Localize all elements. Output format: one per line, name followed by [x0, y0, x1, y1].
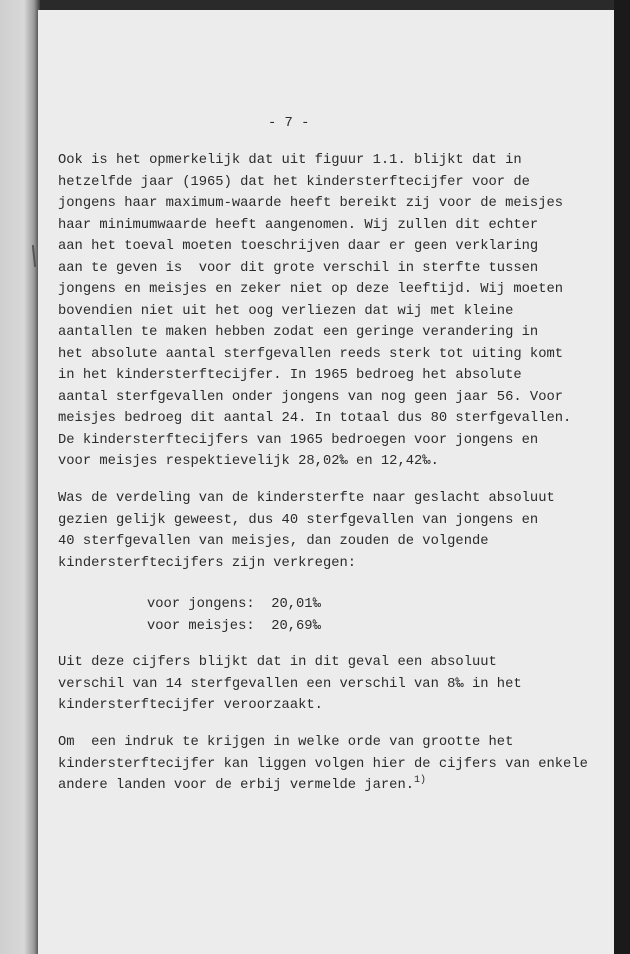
text-line: gezien gelijk geweest, dus 40 sterfgevallen van jongens en: [58, 512, 539, 528]
text-line: kindersterftecijfer kan liggen volgen hier de cijfers van enkele: [58, 756, 588, 772]
text-line: Ook is het opmerkelijk dat uit figuur 1.1. blijkt dat in: [58, 153, 522, 168]
page-number: - 7 -: [268, 116, 310, 131]
text-line: verschil van 14 sterfgevallen een verschil van 8‰ in het: [58, 676, 522, 692]
text-line: Om een indruk te krijgen in welke orde van grootte het: [58, 735, 514, 750]
scan-left-edge: [0, 0, 40, 954]
text-line: het absolute aantal sterfgevallen reeds sterk tot uiting komt: [58, 346, 564, 362]
text-line: jongens en meisjes en zeker niet op deze leeftijd. Wij moeten: [58, 282, 564, 297]
footnote-reference: 1): [414, 775, 427, 786]
scan-right-edge: [614, 0, 630, 954]
text-line: voor meisjes respektievelijk 28,02‰ en 12,42‰.: [58, 454, 439, 469]
text-line: aantallen te maken hebben zodat een geringe verandering in: [58, 325, 539, 340]
text-line: Was de verdeling van de kindersterfte naar geslacht absoluut: [58, 491, 555, 506]
text-line: aan te geven is voor dit grote verschil in sterfte tussen: [58, 260, 539, 276]
document-page: [38, 10, 614, 954]
text-line: bovendien niet uit het oog verliezen dat wij met kleine: [58, 303, 514, 319]
value-line: voor jongens: 20,01‰: [147, 597, 321, 612]
text-line: hetzelfde jaar (1965) dat het kindersterftecijfer voor de: [58, 174, 530, 190]
value-line: voor meisjes: 20,69‰: [147, 618, 321, 634]
text-line: De kindersterftecijfers van 1965 bedroegen voor jongens en: [58, 432, 539, 448]
text-line: aantal sterfgevallen onder jongens van nog geen jaar 56. Voor: [58, 389, 564, 405]
text-line: jongens haar maximum-waarde heeft bereikt zij voor de meisjes: [58, 196, 564, 211]
text-line: aan het toeval moeten toeschrijven daar er geen verklaring: [58, 239, 539, 254]
text-line: kindersterftecijfer veroorzaakt.: [58, 698, 323, 713]
text-line: in het kindersterftecijfer. In 1965 bedroeg het absolute: [58, 368, 522, 383]
text-line: kindersterftecijfers zijn verkregen:: [58, 555, 357, 571]
text-line: Uit deze cijfers blijkt dat in dit geval een absoluut: [58, 655, 497, 670]
text-line: haar minimumwaarde heeft aangenomen. Wij zullen dit echter: [58, 217, 539, 233]
text-line: meisjes bedroeg dit aantal 24. In totaal dus 80 sterfgevallen.: [58, 411, 572, 426]
text-line: 40 sterfgevallen van meisjes, dan zouden de volgende: [58, 534, 489, 549]
text-line: andere landen voor de erbij vermelde jaren.$^{1)}$: [58, 775, 427, 793]
